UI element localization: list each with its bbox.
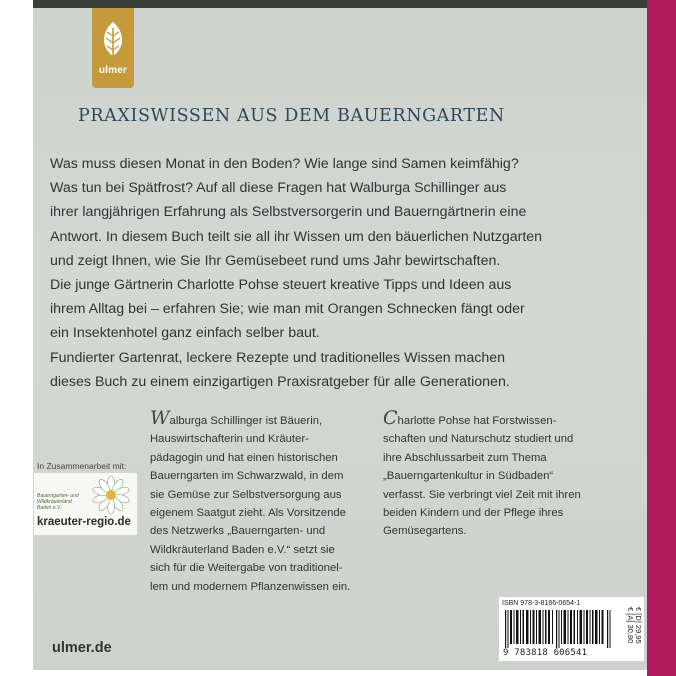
barcode-icon bbox=[503, 610, 615, 648]
author-bio-walburga bbox=[150, 407, 360, 596]
intro-line: Die junge Gärtnerin Charlotte Pohse steuert kreative Tipps und Ideen aus bbox=[50, 277, 512, 294]
price-germany: € [D] 29,95 bbox=[634, 607, 643, 644]
bio-line-text: alburga Schillinger ist Bäuerin, bbox=[169, 415, 323, 427]
intro-line: ein Insektenhotel ganz einfach selber baut. bbox=[50, 325, 320, 342]
author-bio-charlotte bbox=[383, 407, 583, 541]
bio-line-text: harlotte Pohse hat Forstwissen- bbox=[397, 415, 557, 427]
intro-line: ihrer langjährigen Erfahrung als Selbstversorgerin und Bauerngärtnerin eine bbox=[50, 204, 527, 221]
bio-line: sich für die Weitergabe von traditionel- bbox=[150, 562, 343, 575]
price-labels bbox=[626, 607, 643, 644]
bio-line: lem und modernem Pflanzenwissen ein. bbox=[150, 580, 351, 593]
dropcap: C bbox=[383, 407, 398, 429]
intro-paragraph bbox=[50, 152, 620, 346]
publisher-logo bbox=[92, 8, 134, 88]
bio-line: schaften und Naturschutz studiert und bbox=[383, 433, 574, 446]
publisher-website: ulmer.de bbox=[52, 640, 112, 656]
bio-line: beiden Kindern und der Pflege ihres bbox=[383, 507, 564, 520]
publisher-logo-text: ulmer bbox=[98, 65, 128, 76]
isbn-text: ISBN 978-3-8186-0654-1 bbox=[502, 600, 581, 607]
partner-association-name: Bauerngarten- und Wildkräuterland Baden e.V. bbox=[37, 493, 79, 511]
dropcap: W bbox=[150, 407, 170, 429]
bio-line: Gemüsegartens. bbox=[383, 525, 467, 538]
bio-line: pädagogin und hat einen historischen bbox=[150, 451, 338, 464]
intro-line: und zeigt Ihnen, wie Sie Ihr Gemüsebeet rund ums Jahr bewirtschaften. bbox=[50, 252, 501, 269]
leaf-icon bbox=[100, 20, 126, 60]
intro-line: Antwort. In diesem Buch teilt sie all ihr Wissen um den bäuerlichen Nutzgarten bbox=[50, 228, 543, 245]
partner-label: In Zusammenarbeit mit: bbox=[37, 461, 127, 471]
intro-line: Was muss diesen Monat in den Boden? Wie lange sind Samen keimfähig? bbox=[50, 156, 519, 172]
partner-url: kraeuter-regio.de bbox=[37, 516, 131, 528]
bio-line: des Netzwerks „Bauerngarten- und bbox=[150, 525, 326, 538]
bio-line: verfasst. Sie verbringt viel Zeit mit ihren bbox=[383, 488, 581, 501]
price-austria: € [A] 30,80 bbox=[626, 607, 635, 644]
closing-line: Fundierter Gartenrat, leckere Rezepte und traditionelles Wissen machen bbox=[50, 350, 506, 366]
page-edge-pink bbox=[647, 0, 676, 676]
closing-paragraph bbox=[50, 346, 620, 394]
bio-line: Wildkräuterland Baden e.V.“ setzt sie bbox=[150, 543, 335, 556]
barcode-label bbox=[499, 597, 644, 661]
partner-logo bbox=[34, 473, 137, 535]
bio-line: ihre Abschlussarbeit zum Thema bbox=[383, 451, 547, 464]
bio-line: „Bauerngartenkultur in Südbaden“ bbox=[383, 470, 554, 483]
bio-line: eigenem Saatgut zieht. Als Vorsitzende bbox=[150, 507, 346, 520]
intro-line: Was tun bei Spätfrost? Auf all diese Fragen hat Walburga Schillinger aus bbox=[50, 180, 507, 197]
flower-icon bbox=[89, 475, 133, 515]
intro-line: ihrem Alltag bei – erfahren Sie; wie man mit Orangen Schnecken fängt oder bbox=[50, 301, 525, 318]
bio-line bbox=[150, 407, 360, 430]
bio-line: Bauerngarten im Schwarzwald, in dem bbox=[150, 470, 344, 483]
closing-line: dieses Buch zu einem einzigartigen Praxisratgeber für alle Generationen. bbox=[50, 374, 510, 391]
barcode-digits: 9 783818 606541 bbox=[503, 648, 588, 658]
bio-line: sie Gemüse zur Selbstversorgung aus bbox=[150, 488, 342, 501]
bio-line: Hauswirtschafterin und Kräuter- bbox=[150, 433, 309, 446]
book-subtitle-heading: PRAXISWISSEN AUS DEM BAUERNGARTEN bbox=[78, 106, 505, 126]
bio-line bbox=[383, 407, 583, 430]
